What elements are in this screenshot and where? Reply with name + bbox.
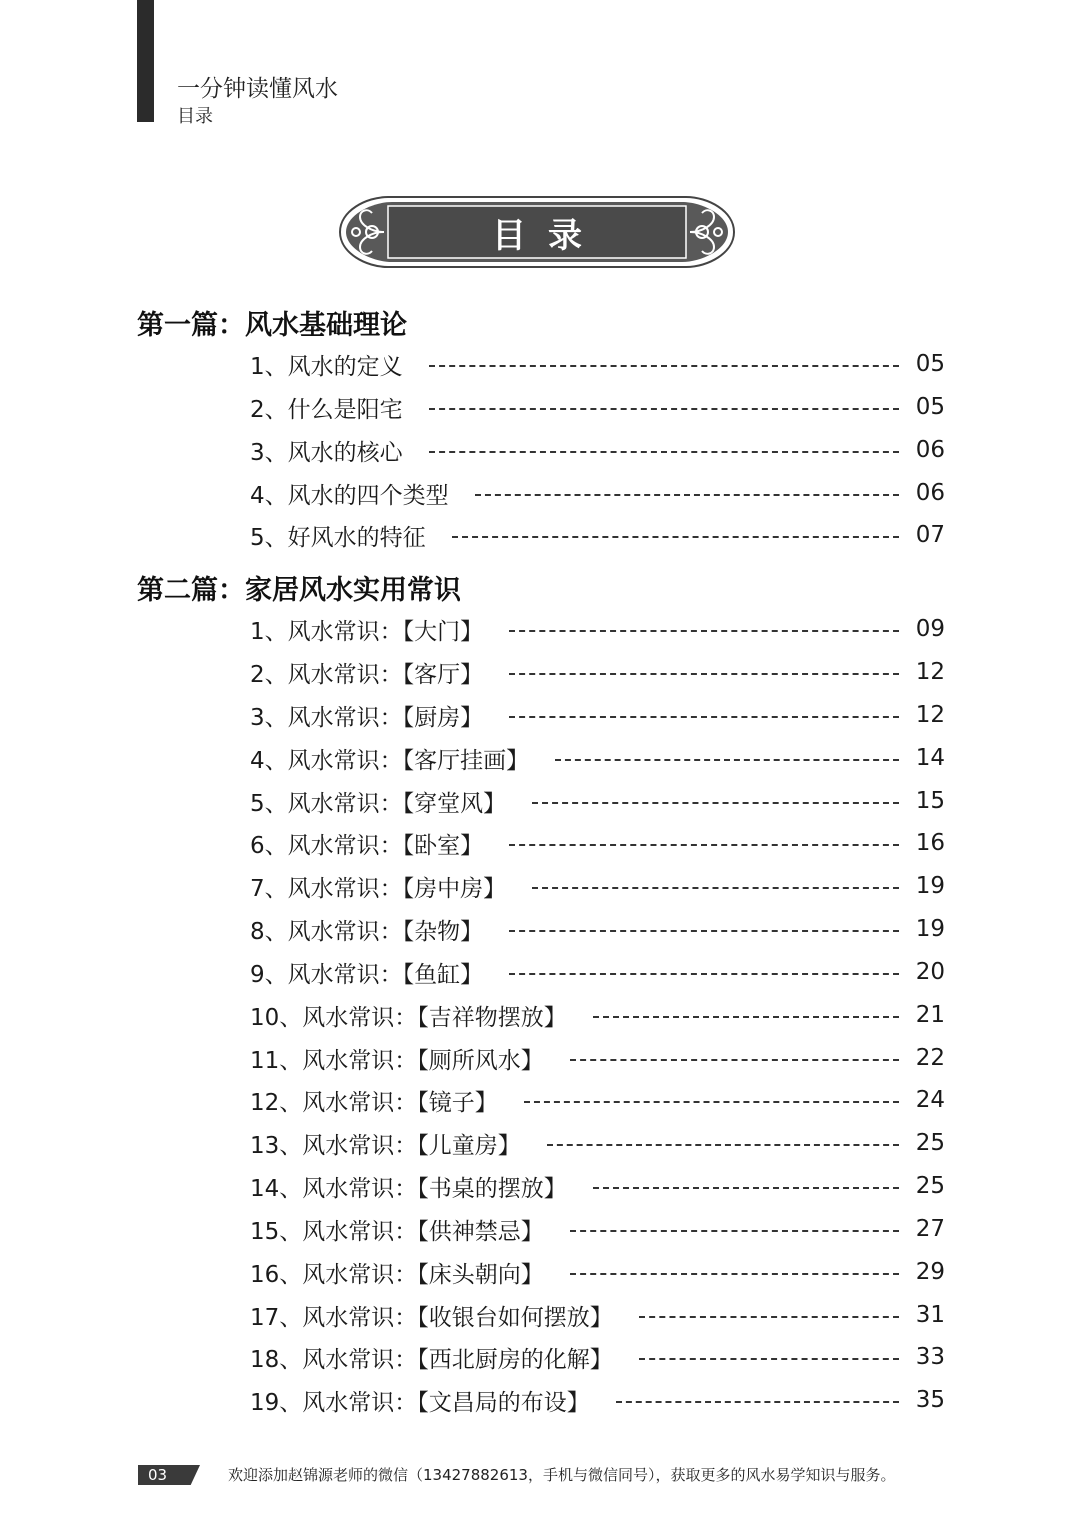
toc-entry[interactable] xyxy=(250,387,945,427)
toc-leader xyxy=(429,408,899,410)
toc-entry-page: 19 xyxy=(915,916,945,942)
toc-leader xyxy=(616,1401,899,1403)
part-title: 第二篇：家居风水实用常识 xyxy=(137,575,461,606)
toc-entry-page: 20 xyxy=(915,959,945,985)
toc-entry-label: 4、风水的四个类型 xyxy=(250,482,449,509)
toc-entry-label: 6、风水常识：【卧室】 xyxy=(250,832,484,859)
toc-entry[interactable] xyxy=(250,1252,945,1292)
toc-entry-page: 09 xyxy=(915,616,945,642)
toc-entry-label: 2、风水常识：【客厅】 xyxy=(250,661,484,688)
toc-entry-label: 1、风水的定义 xyxy=(250,353,403,380)
toc-entry-label: 14、风水常识：【书桌的摆放】 xyxy=(250,1175,567,1202)
toc-entry[interactable] xyxy=(250,1209,945,1249)
banner-title: 目录 xyxy=(492,215,604,256)
toc-leader xyxy=(570,1273,899,1275)
toc-entry[interactable] xyxy=(250,1166,945,1206)
section-title: 目录 xyxy=(177,106,213,127)
toc-entry[interactable] xyxy=(250,515,945,555)
toc-entry-page: 27 xyxy=(915,1216,945,1242)
toc-entry[interactable] xyxy=(250,738,945,778)
toc-entry-label: 19、风水常识：【文昌局的布设】 xyxy=(250,1389,590,1416)
toc-entry-page: 33 xyxy=(915,1344,945,1370)
toc-entry-page: 24 xyxy=(915,1087,945,1113)
toc-entry-label: 2、什么是阳宅 xyxy=(250,396,403,423)
toc-entry[interactable] xyxy=(250,652,945,692)
toc-entry[interactable] xyxy=(250,866,945,906)
toc-leader xyxy=(509,630,899,632)
toc-entry-page: 25 xyxy=(915,1173,945,1199)
toc-entry[interactable] xyxy=(250,995,945,1035)
toc-entry-label: 4、风水常识：【客厅挂画】 xyxy=(250,747,530,774)
toc-leader xyxy=(509,716,899,718)
toc-entry[interactable] xyxy=(250,781,945,821)
toc-leader xyxy=(570,1059,899,1061)
toc-entry[interactable] xyxy=(250,695,945,735)
toc-entry[interactable] xyxy=(250,952,945,992)
toc-leader xyxy=(509,844,899,846)
toc-entry-page: 19 xyxy=(915,873,945,899)
toc-leader xyxy=(524,1101,899,1103)
toc-entry-page: 06 xyxy=(915,437,945,463)
toc-entry[interactable] xyxy=(250,344,945,384)
toc-leader xyxy=(509,930,899,932)
toc-entry-label: 9、风水常识：【鱼缸】 xyxy=(250,961,484,988)
toc-entry-page: 31 xyxy=(915,1302,945,1328)
toc-entry-label: 7、风水常识：【房中房】 xyxy=(250,875,507,902)
toc-entry-page: 12 xyxy=(915,659,945,685)
toc-entry-page: 12 xyxy=(915,702,945,728)
toc-entry-label: 3、风水的核心 xyxy=(250,439,403,466)
part-title: 第一篇：风水基础理论 xyxy=(137,310,407,341)
toc-entry-page: 05 xyxy=(915,394,945,420)
footer-contact-text: 欢迎添加赵锦源老师的微信（13427882613，手机与微信同号），获取更多的风水易学知识与服务。 xyxy=(228,1466,896,1484)
toc-entry[interactable] xyxy=(250,473,945,513)
toc-entry[interactable] xyxy=(250,1295,945,1335)
toc-entry-page: 25 xyxy=(915,1130,945,1156)
toc-leader xyxy=(532,802,899,804)
toc-entry-page: 14 xyxy=(915,745,945,771)
toc-entry-page: 35 xyxy=(915,1387,945,1413)
toc-leader xyxy=(593,1187,899,1189)
toc-entry[interactable] xyxy=(250,430,945,470)
toc-entry-page: 16 xyxy=(915,830,945,856)
toc-entry-label: 11、风水常识：【厕所风水】 xyxy=(250,1047,544,1074)
toc-entry-label: 3、风水常识：【厨房】 xyxy=(250,704,484,731)
toc-entry-label: 13、风水常识：【儿童房】 xyxy=(250,1132,521,1159)
toc-entry-label: 5、风水常识：【穿堂风】 xyxy=(250,790,507,817)
toc-entry-page: 21 xyxy=(915,1002,945,1028)
toc-leader xyxy=(429,365,899,367)
toc-entry-page: 06 xyxy=(915,480,945,506)
toc-leader xyxy=(547,1144,899,1146)
toc-entry-label: 5、好风水的特征 xyxy=(250,524,426,551)
toc-leader xyxy=(509,973,899,975)
toc-entry[interactable] xyxy=(250,823,945,863)
toc-entry-page: 22 xyxy=(915,1045,945,1071)
toc-entry-label: 1、风水常识：【大门】 xyxy=(250,618,484,645)
toc-entry[interactable] xyxy=(250,1337,945,1377)
toc-banner xyxy=(336,193,738,271)
toc-leader xyxy=(532,887,899,889)
header-side-bar xyxy=(137,0,154,122)
toc-leader xyxy=(475,494,899,496)
book-title: 一分钟读懂风水 xyxy=(177,76,338,102)
toc-leader xyxy=(639,1358,899,1360)
toc-entry-label: 12、风水常识：【镜子】 xyxy=(250,1089,498,1116)
toc-entry[interactable] xyxy=(250,909,945,949)
toc-entry-label: 8、风水常识：【杂物】 xyxy=(250,918,484,945)
toc-leader xyxy=(570,1230,899,1232)
toc-leader xyxy=(639,1316,899,1318)
toc-leader xyxy=(452,536,899,538)
toc-entry[interactable] xyxy=(250,1123,945,1163)
toc-entry[interactable] xyxy=(250,1380,945,1420)
toc-entry-page: 07 xyxy=(915,522,945,548)
toc-entry[interactable] xyxy=(250,1080,945,1120)
toc-entry-page: 15 xyxy=(915,788,945,814)
toc-entry-label: 15、风水常识：【供神禁忌】 xyxy=(250,1218,544,1245)
toc-entry-page: 05 xyxy=(915,351,945,377)
toc-leader xyxy=(429,451,899,453)
toc-leader xyxy=(555,759,899,761)
toc-leader xyxy=(509,673,899,675)
toc-entry-page: 29 xyxy=(915,1259,945,1285)
toc-entry[interactable] xyxy=(250,609,945,649)
footer-page-number: 03 xyxy=(148,1466,168,1484)
toc-entry-label: 17、风水常识：【收银台如何摆放】 xyxy=(250,1304,613,1331)
toc-entry-label: 10、风水常识：【吉祥物摆放】 xyxy=(250,1004,567,1031)
toc-entry-label: 16、风水常识：【床头朝向】 xyxy=(250,1261,544,1288)
toc-entry-label: 18、风水常识：【西北厨房的化解】 xyxy=(250,1346,613,1373)
toc-entry[interactable] xyxy=(250,1038,945,1078)
toc-leader xyxy=(593,1016,899,1018)
